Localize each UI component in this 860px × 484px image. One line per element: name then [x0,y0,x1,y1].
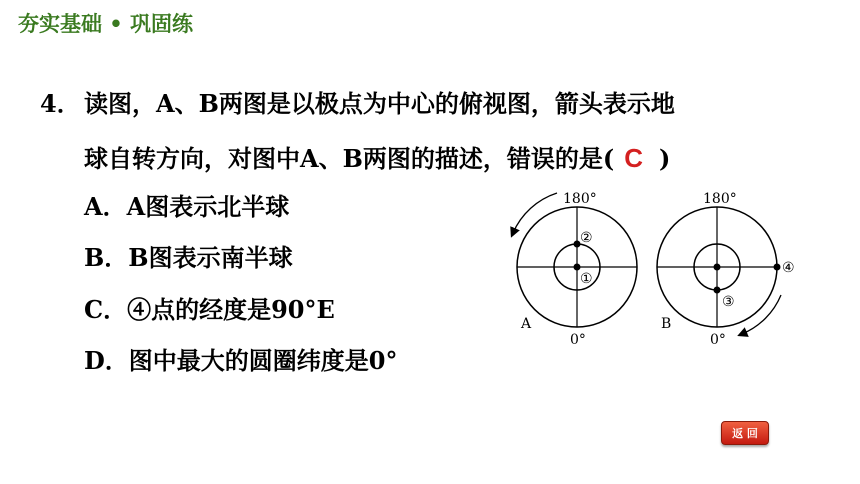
diagram-a-point-2-label: ② [580,230,593,246]
option-a: A．A图表示北半球 [84,192,290,221]
diagram-a-point-1-label: ① [580,271,593,287]
diagram-b-bottom-label: 0° [710,332,726,348]
diagram-a-point-1-dot [574,264,581,271]
question-line-2-text: 球自转方向，对图中A、B两图的描述，错误的是( [84,144,615,173]
question-line-1: 读图，A、B两图是以极点为中心的俯视图，箭头表示地 [84,89,675,118]
diagram-b-name: B [661,316,672,332]
question-close-paren: ) [659,144,671,173]
diagram-b-point-3-label: ③ [722,294,735,310]
question-number: 4． [40,89,81,118]
back-button[interactable]: 返 回 [721,421,769,445]
diagram-a-name: A [521,316,532,332]
diagram-b-point-3-dot [714,287,721,294]
answer-mark: C [624,143,644,173]
diagram-a [513,191,637,348]
diagram-b-rotation-arrow [742,295,781,334]
diagram-b-center-dot [714,264,721,271]
diagram-b-point-4-label: ④ [782,260,795,276]
diagram-b-top-label: 180° [703,191,737,207]
diagram-b-point-4-dot [774,264,781,271]
section-header: 夯实基础 • 巩固练 [18,12,194,36]
diagram-a-top-label: 180° [563,191,597,207]
option-b: B．B图表示南半球 [84,243,293,272]
diagram-b [657,191,795,348]
option-d: D．图中最大的圆圈纬度是0° [84,346,398,375]
diagram-a-bottom-label: 0° [570,332,586,348]
option-c: C．④点的经度是90°E [84,295,335,324]
